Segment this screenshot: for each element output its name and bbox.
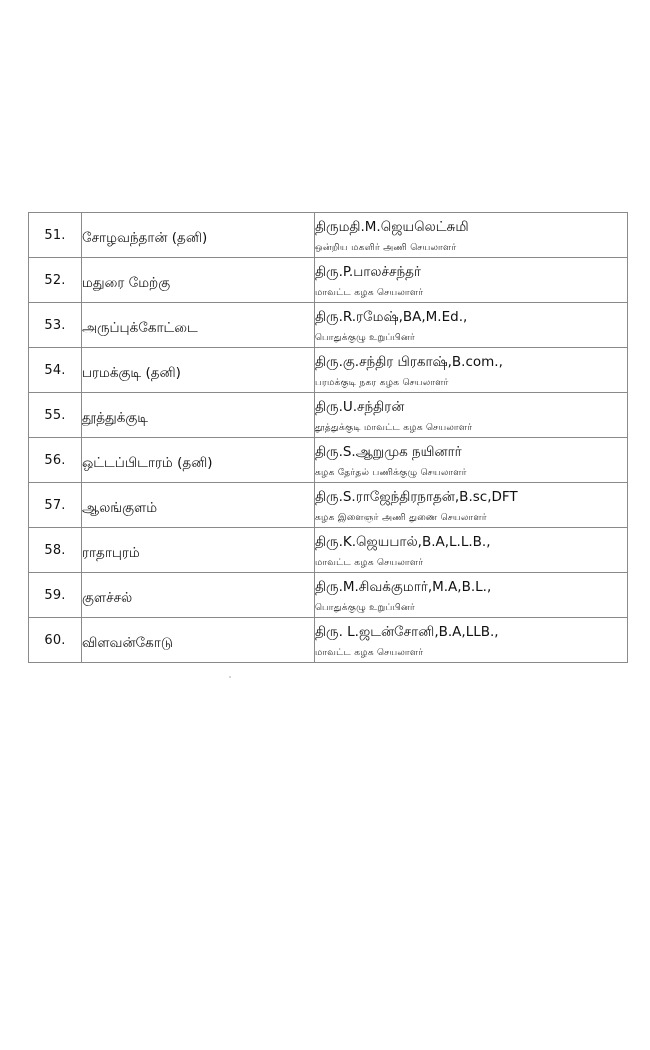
candidate-role: பொதுக்குழு உறுப்பினர் xyxy=(315,603,416,613)
candidate-name: திரு.U.சந்திரன் xyxy=(315,399,405,415)
table-row xyxy=(29,213,628,258)
candidate-name: திரு.கு.சந்திர பிரகாஷ்,B.com., xyxy=(315,354,503,370)
candidate-cell xyxy=(315,483,628,528)
candidate-cell xyxy=(315,393,628,438)
candidate-name: திரு.P.பாலச்சந்தர் xyxy=(315,264,421,280)
candidate-name: திரு.K.ஜெயபால்,B.A,L.L.B., xyxy=(315,534,491,550)
candidate-cell xyxy=(315,528,628,573)
constituency-name: அருப்புக்கோட்டை xyxy=(82,320,198,336)
candidate-name: திரு.S.ராஜேந்திரநாதன்,B.sc,DFT xyxy=(315,489,518,505)
candidate-role: மாவட்ட கழக செயலாளர் xyxy=(315,288,424,298)
candidate-list-table xyxy=(28,212,628,663)
table-row xyxy=(29,348,628,393)
constituency-cell xyxy=(82,213,315,258)
row-number: 59. xyxy=(29,573,82,618)
constituency-cell xyxy=(82,438,315,483)
candidate-cell xyxy=(315,213,628,258)
row-number: 52. xyxy=(29,258,82,303)
candidate-cell xyxy=(315,348,628,393)
candidate-name: திரு.R.ரமேஷ்,BA,M.Ed., xyxy=(315,309,468,325)
constituency-cell xyxy=(82,258,315,303)
constituency-name: விளவன்கோடு xyxy=(82,635,173,651)
table-row xyxy=(29,618,628,663)
constituency-cell xyxy=(82,393,315,438)
constituency-cell xyxy=(82,483,315,528)
constituency-name: ராதாபுரம் xyxy=(82,545,140,561)
row-number: 55. xyxy=(29,393,82,438)
table-row xyxy=(29,393,628,438)
constituency-name: குளச்சல் xyxy=(82,590,133,606)
table-row xyxy=(29,483,628,528)
constituency-cell xyxy=(82,573,315,618)
constituency-name: தூத்துக்குடி xyxy=(82,410,149,426)
scan-speck xyxy=(229,676,231,678)
table-row xyxy=(29,303,628,348)
candidate-cell xyxy=(315,618,628,663)
candidate-role: தூத்துக்குடி மாவட்ட கழக செயலாளர் xyxy=(315,423,473,433)
candidate-cell xyxy=(315,258,628,303)
table-row xyxy=(29,438,628,483)
constituency-name: பரமக்குடி (தனி) xyxy=(82,365,181,381)
row-number: 51. xyxy=(29,213,82,258)
constituency-cell xyxy=(82,618,315,663)
constituency-cell xyxy=(82,303,315,348)
candidate-role: பரமக்குடி நகர கழக செயலாளர் xyxy=(315,378,449,388)
table-row xyxy=(29,573,628,618)
row-number: 60. xyxy=(29,618,82,663)
constituency-cell xyxy=(82,348,315,393)
row-number: 53. xyxy=(29,303,82,348)
row-number: 56. xyxy=(29,438,82,483)
candidate-cell xyxy=(315,573,628,618)
candidate-name: திரு.S.ஆறுமுக நயினார் xyxy=(315,444,462,460)
candidate-role: மாவட்ட கழக செயலாளர் xyxy=(315,558,424,568)
candidate-role: மாவட்ட கழக செயலாளர் xyxy=(315,648,424,658)
row-number: 54. xyxy=(29,348,82,393)
candidate-cell xyxy=(315,438,628,483)
row-number: 58. xyxy=(29,528,82,573)
candidate-role: பொதுக்குழு உறுப்பினர் xyxy=(315,333,416,343)
candidate-cell xyxy=(315,303,628,348)
candidate-name: திரு. L.ஜடன்சோனி,B.A,LLB., xyxy=(315,624,499,640)
table-row xyxy=(29,528,628,573)
candidate-name: திருமதி.M.ஜெயலெட்சுமி xyxy=(315,219,469,235)
constituency-name: ஆலங்குளம் xyxy=(82,500,158,516)
constituency-name: சோழவந்தான் (தனி) xyxy=(82,230,208,246)
constituency-name: மதுரை மேற்கு xyxy=(82,275,171,291)
candidate-role: கழக இளைஞர் அணி துணை செயலாளர் xyxy=(315,513,487,523)
candidate-name: திரு.M.சிவக்குமார்,M.A,B.L., xyxy=(315,579,492,595)
constituency-name: ஒட்டப்பிடாரம் (தனி) xyxy=(82,455,213,471)
constituency-cell xyxy=(82,528,315,573)
candidate-role: ஒன்றிய மகளிர் அணி செயலாளர் xyxy=(315,243,457,253)
candidate-role: கழக தேர்தல் பணிக்குழு செயலாளர் xyxy=(315,468,467,478)
row-number: 57. xyxy=(29,483,82,528)
table-row xyxy=(29,258,628,303)
